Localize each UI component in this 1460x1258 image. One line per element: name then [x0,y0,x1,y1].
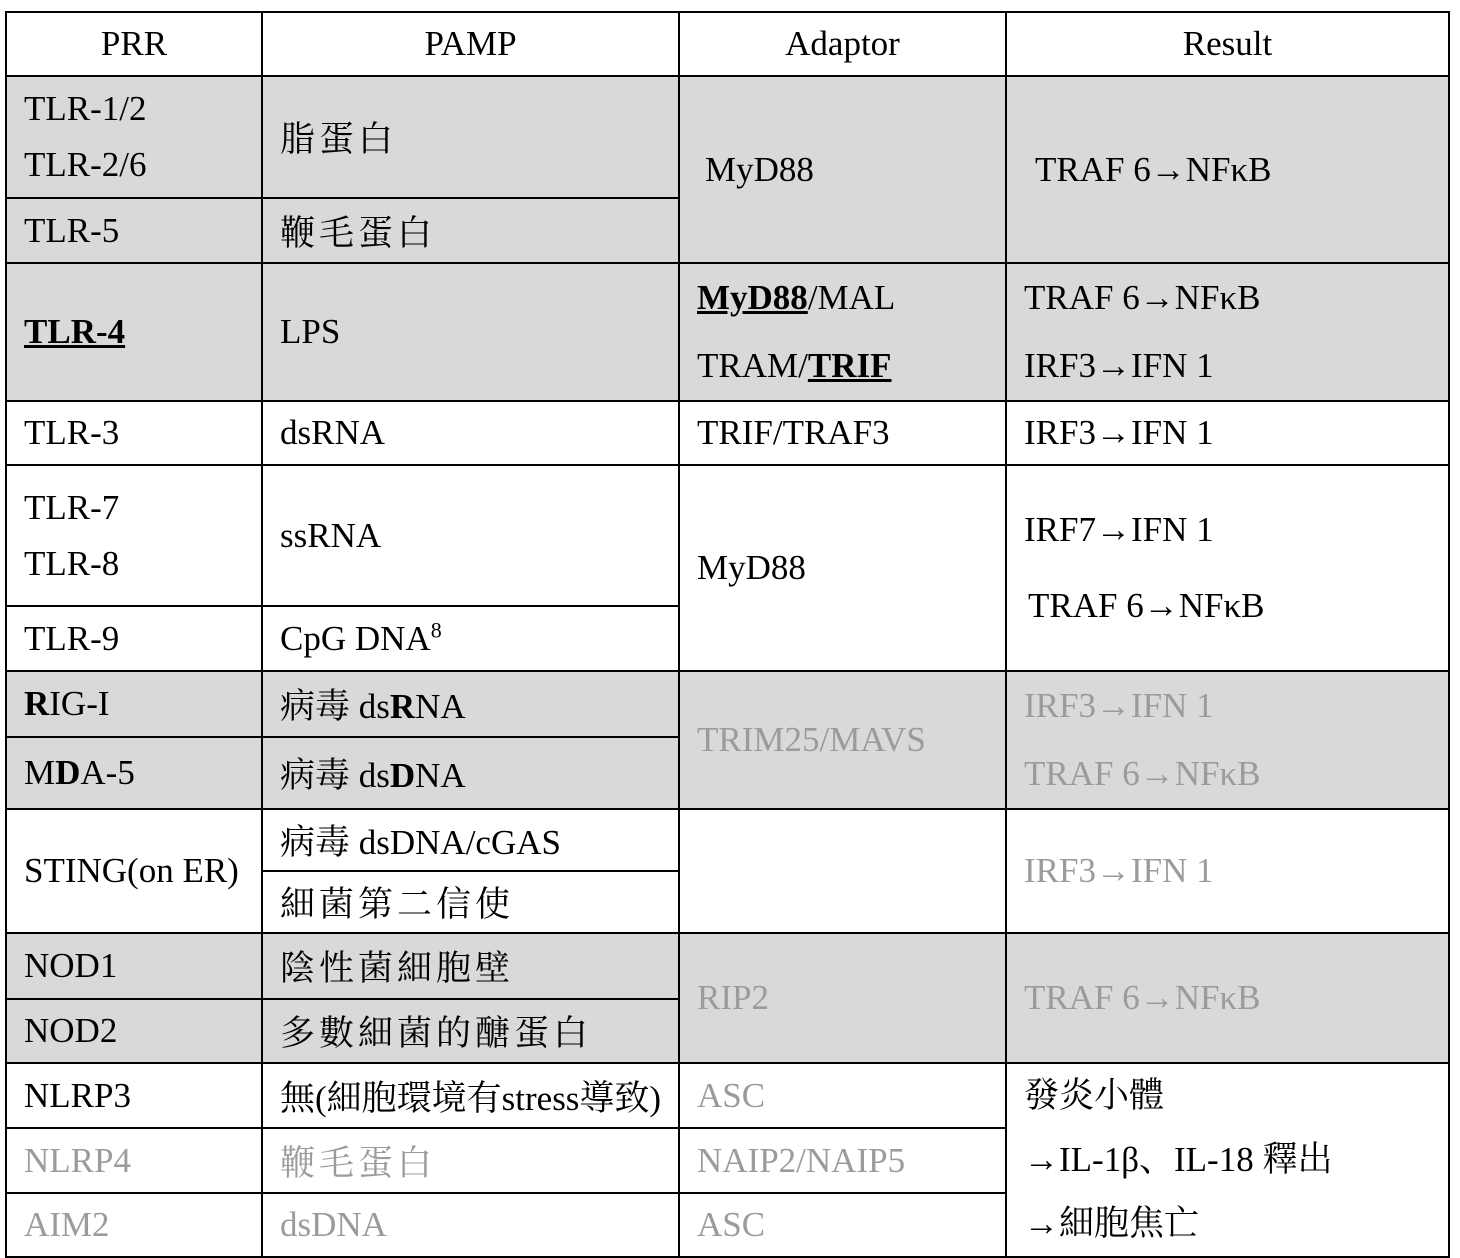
prr-cell: NLRP4 [6,1128,262,1193]
prr-emphasis: D [55,753,81,793]
header-pamp: PAMP [262,12,679,76]
prr-text: IG-I [49,684,110,724]
pamp-emphasis: R [389,687,416,727]
pamp-cell [262,671,679,737]
header-adaptor: Adaptor [679,12,1006,76]
adaptor-line [697,332,1005,400]
pamp-cell: 無(細胞環境有stress導致) [262,1063,679,1128]
adaptor-line [697,264,1005,332]
result-text: TRAF 6→NFκB [1024,278,1261,317]
prr-cell: NOD2 [6,999,262,1063]
header-row [6,12,1449,76]
adaptor-text: TRAM/ [697,346,808,385]
pamp-emphasis: D [389,756,416,796]
result-text: IRF3→IFN 1 [1024,346,1214,385]
pamp-text: NA [415,687,466,727]
header-prr: PRR [6,12,262,76]
pamp-cell: 脂蛋白 [262,76,679,198]
table-row [6,401,1449,465]
adaptor-emphasis: MyD88 [697,278,808,317]
pamp-cell: 鞭毛蛋白 [262,198,679,263]
adaptor-cell: TRIF/TRAF3 [679,401,1006,465]
prr-cell: TLR-5 [6,198,262,263]
prr-text: A-5 [80,753,135,793]
pamp-cell: dsDNA [262,1193,679,1257]
adaptor-cell: MyD88 [679,76,1006,263]
prr-text: M [24,753,56,793]
table-row [6,1063,1449,1128]
pamp-cell: dsRNA [262,401,679,465]
prr-table [5,11,1450,1258]
adaptor-cell [679,809,1006,933]
table-row [6,263,1449,401]
pamp-text: NA [415,756,466,796]
table-row [6,671,1449,737]
pamp-cell: ssRNA [262,465,679,606]
prr-cell: STING(on ER) [6,809,262,933]
pamp-cell: LPS [262,263,679,401]
adaptor-emphasis: TRIF [807,346,892,385]
pamp-text: 病毒 ds [280,687,390,727]
adaptor-cell: NAIP2/NAIP5 [679,1128,1006,1193]
pamp-cell: 鞭毛蛋白 [262,1128,679,1193]
prr-emphasis: R [24,684,50,724]
result-text: IRF3→IFN 1 [1024,686,1214,725]
result-text: 發炎小體 [1024,1076,1165,1115]
table-row [6,809,1449,871]
adaptor-cell: MyD88 [679,465,1006,671]
prr-text: TLR-2/6 [24,145,147,184]
result-text: TRAF 6→NFκB [1028,586,1265,625]
header-result: Result [1006,12,1449,76]
prr-cell [6,465,262,606]
pamp-cell: 陰性菌細胞壁 [262,933,679,999]
prr-text: TLR-1/2 [24,89,147,128]
prr-cell: NLRP3 [6,1063,262,1128]
prr-cell [6,263,262,401]
result-cell: TRAF 6→NFκB [1006,933,1449,1063]
prr-cell [6,76,262,198]
result-cell: IRF3→IFN 1 [1006,401,1449,465]
pamp-text: CpG DNA [280,618,431,658]
pamp-cell: 多數細菌的醣蛋白 [262,999,679,1063]
result-cell [1006,263,1449,401]
pamp-text: 病毒 ds [280,756,390,796]
adaptor-cell: TRIM25/MAVS [679,671,1006,809]
result-cell: IRF3→IFN 1 [1006,809,1449,933]
result-cell: TRAF 6→NFκB [1006,76,1449,263]
prr-text: TLR-4 [24,312,126,351]
adaptor-cell [679,263,1006,401]
result-cell [1006,671,1449,809]
pamp-cell: 病毒 dsDNA/cGAS [262,809,679,871]
result-cell [1006,1063,1449,1257]
pamp-cell [262,737,679,809]
adaptor-text: /MAL [807,278,896,317]
prr-text: TLR-8 [24,543,120,583]
prr-cell: AIM2 [6,1193,262,1257]
prr-text: TLR-7 [24,487,120,527]
pamp-cell: 細菌第二信使 [262,871,679,933]
result-cell [1006,465,1449,671]
prr-cell [6,671,262,737]
prr-cell: NOD1 [6,933,262,999]
result-text: TRAF 6→NFκB [1024,754,1261,793]
result-text: →IL-1β、IL-18 釋出 [1024,1140,1333,1179]
adaptor-cell: ASC [679,1063,1006,1128]
result-text: →細胞焦亡 [1024,1204,1200,1243]
table-row [6,465,1449,606]
pamp-cell [262,606,679,671]
result-text: IRF7→IFN 1 [1024,510,1214,549]
prr-cell: TLR-9 [6,606,262,671]
table-row [6,76,1449,198]
footnote-mark: 8 [430,616,442,642]
table-row [6,933,1449,999]
prr-cell: TLR-3 [6,401,262,465]
adaptor-cell: ASC [679,1193,1006,1257]
prr-cell [6,737,262,809]
adaptor-cell: RIP2 [679,933,1006,1063]
